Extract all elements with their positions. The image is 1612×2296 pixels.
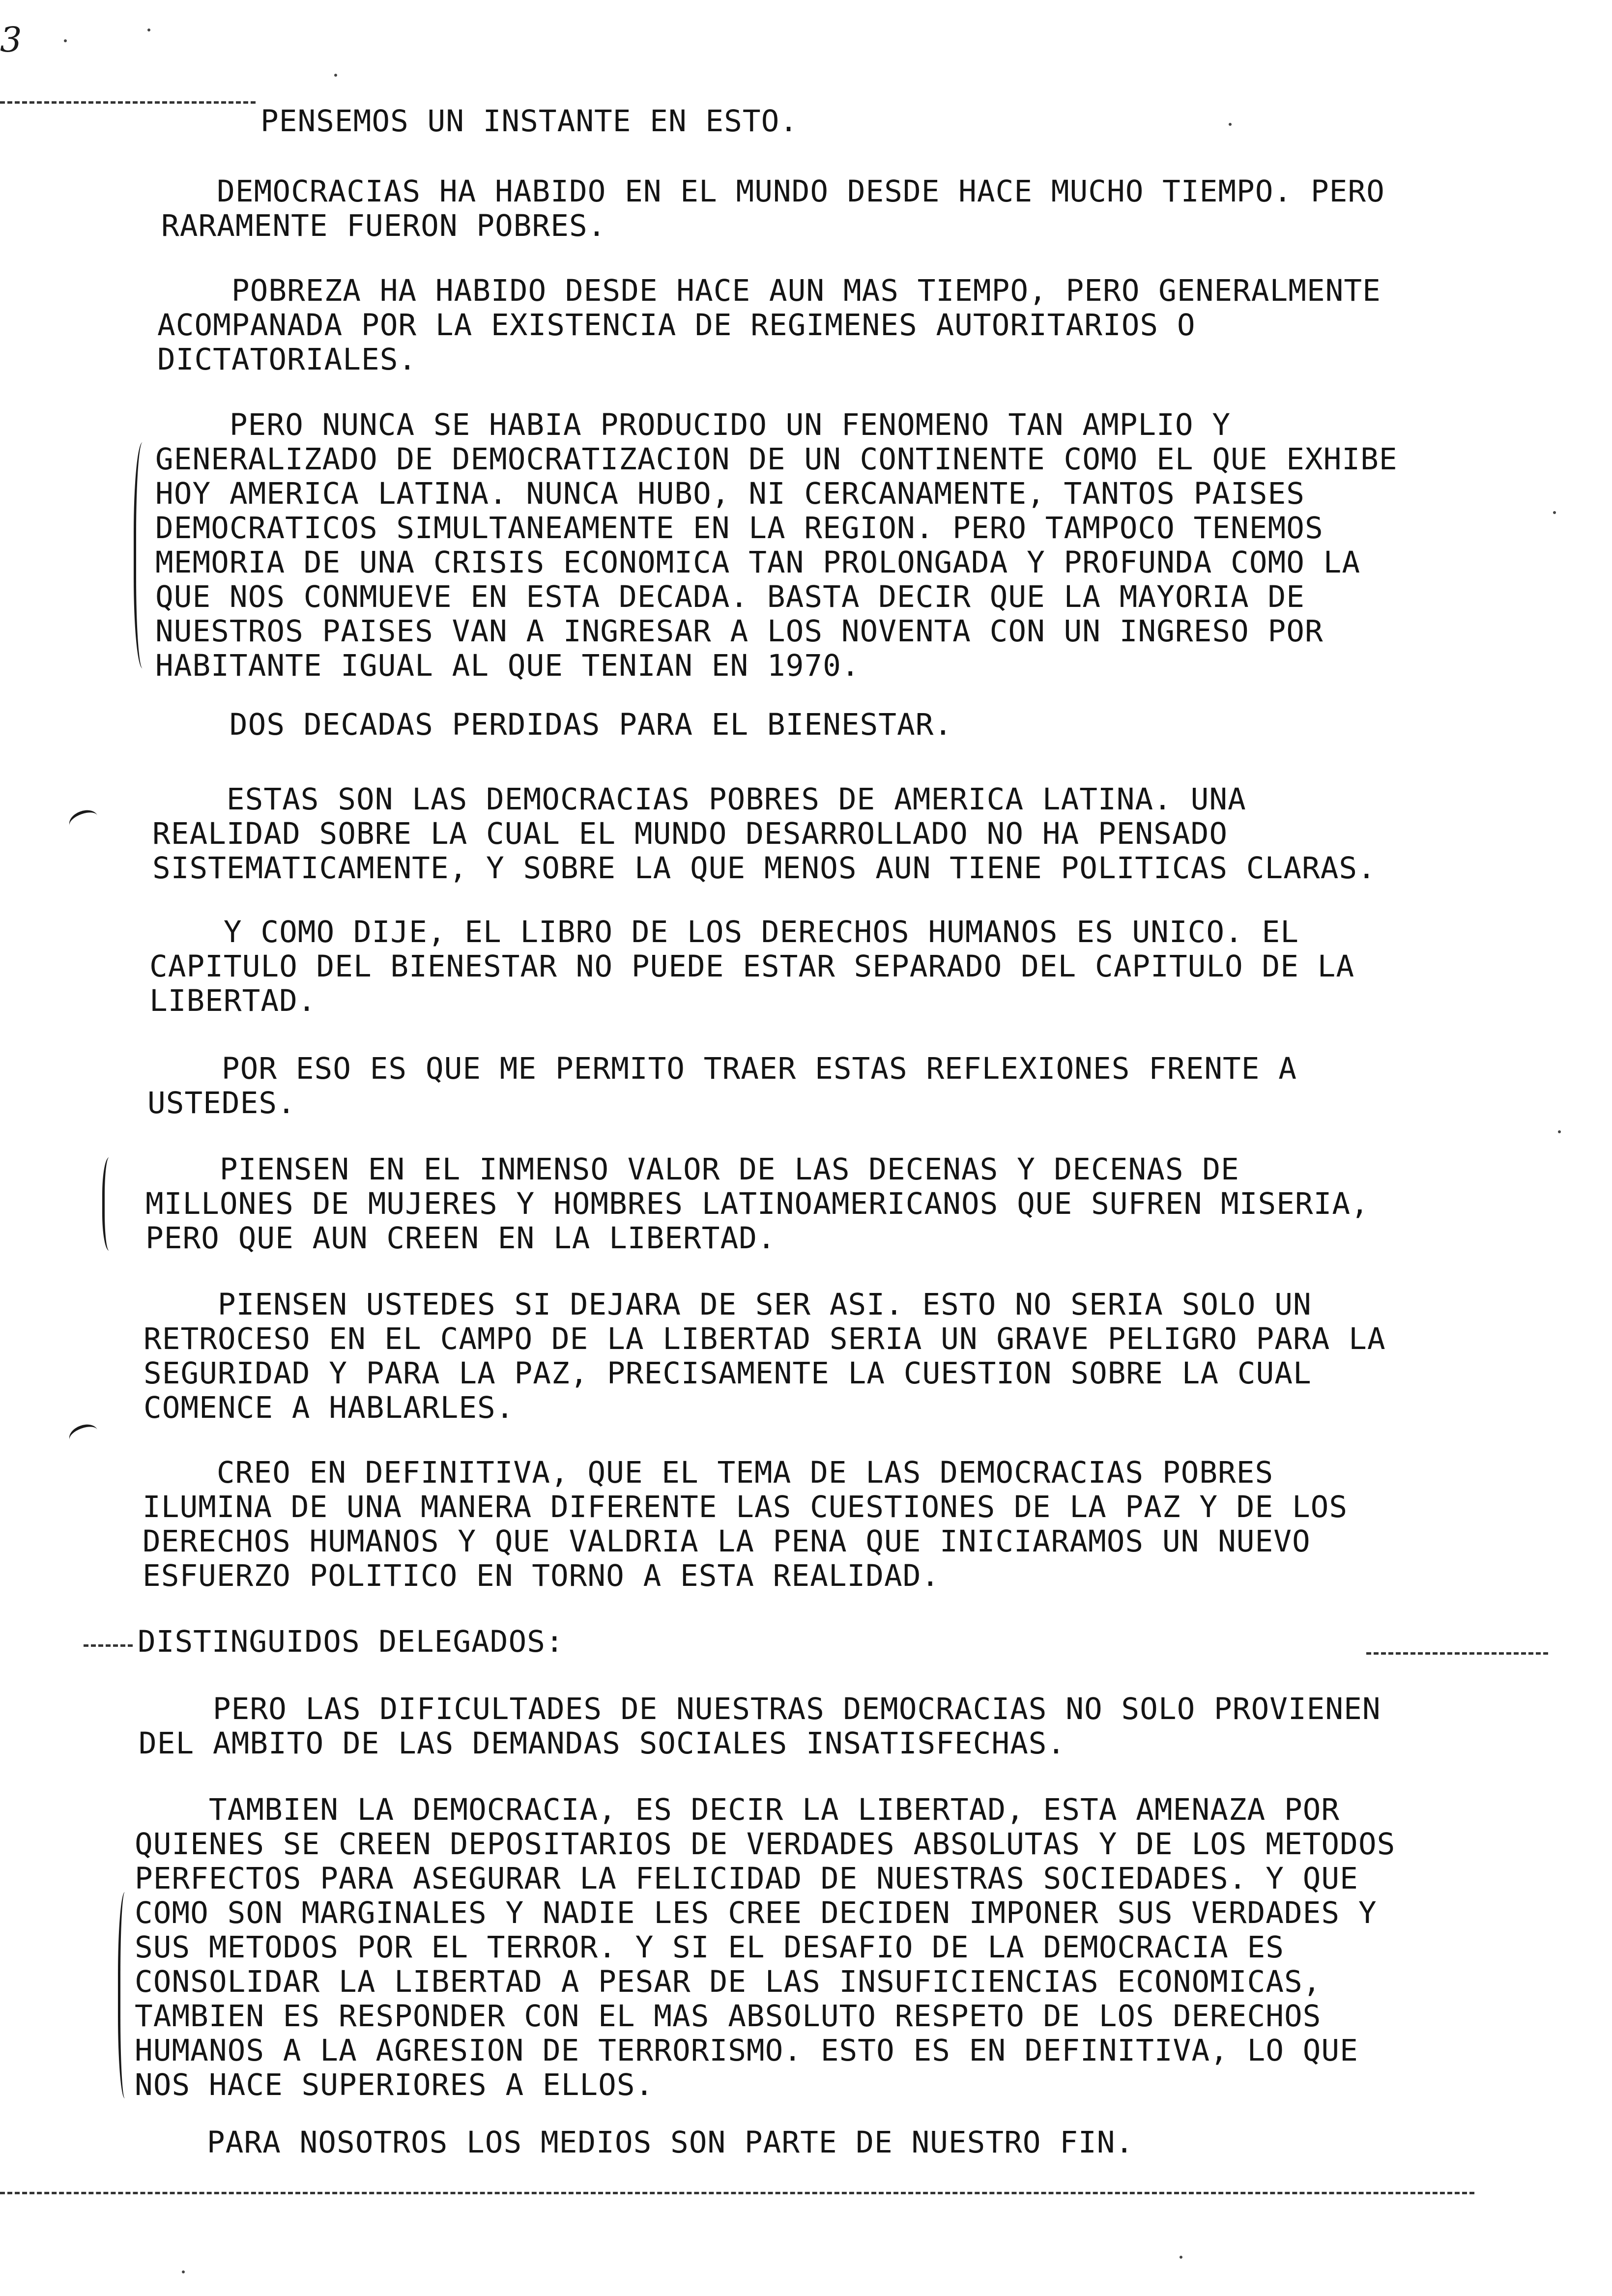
line: SEGURIDAD Y PARA LA PAZ, PRECISAMENTE LA CUESTION SOBRE LA CUAL	[144, 1356, 1312, 1391]
line: HOY AMERICA LATINA. NUNCA HUBO, NI CERCANAMENTE, TANTOS PAISES	[155, 476, 1305, 511]
line: NUESTROS PAISES VAN A INGRESAR A LOS NOVENTA CON UN INGRESO POR	[155, 614, 1324, 649]
line: PERFECTOS PARA ASEGURAR LA FELICIDAD DE NUESTRAS SOCIEDADES. Y QUE	[135, 1861, 1358, 1896]
line: PIENSEN USTEDES SI DEJARA DE SER ASI. ESTO NO SERIA SOLO UN	[144, 1287, 1312, 1322]
line: NOS HACE SUPERIORES A ELLOS.	[135, 2067, 654, 2102]
line: DEMOCRATICOS SIMULTANEAMENTE EN LA REGION. PERO TAMPOCO TENEMOS	[155, 511, 1324, 545]
paragraph-13	[139, 1692, 1381, 1761]
line: RETROCESO EN EL CAMPO DE LA LIBERTAD SERIA UN GRAVE PELIGRO PARA LA	[144, 1321, 1386, 1356]
paragraph-10	[144, 1288, 1386, 1425]
line: DERECHOS HUMANOS Y QUE VALDRIA LA PENA QUE INICIARAMOS UN NUEVO	[143, 1524, 1311, 1559]
scan-speck	[1553, 511, 1556, 514]
line: REALIDAD SOBRE LA CUAL EL MUNDO DESARROLLADO NO HA PENSADO	[152, 816, 1228, 851]
bottom-rule	[0, 2192, 1474, 2194]
scan-speck	[1558, 1130, 1561, 1133]
line: POR ESO ES QUE ME PERMITO TRAER ESTAS REFLEXIONES FRENTE A	[147, 1051, 1297, 1086]
paragraph-14	[135, 1793, 1395, 2102]
line: DISTINGUIDOS DELEGADOS:	[138, 1624, 564, 1659]
line: DEL AMBITO DE LAS DEMANDAS SOCIALES INSATISFECHAS.	[139, 1726, 1066, 1761]
top-rule	[0, 101, 256, 104]
line: PERO QUE AUN CREEN EN LA LIBERTAD.	[145, 1221, 776, 1256]
paragraph-4	[155, 408, 1398, 683]
line: PARA NOSOTROS LOS MEDIOS SON PARTE DE NUESTRO FIN.	[133, 2125, 1134, 2160]
paragraph-5	[155, 708, 952, 742]
paragraph-9	[145, 1152, 1369, 1256]
line: CAPITULO DEL BIENESTAR NO PUEDE ESTAR SEPARADO DEL CAPITULO DE LA	[149, 949, 1355, 984]
line: DOS DECADAS PERDIDAS PARA EL BIENESTAR.	[155, 707, 953, 742]
margin-bracket-mark	[134, 442, 156, 668]
scan-speck	[1180, 2256, 1182, 2259]
paragraph-3	[157, 274, 1381, 377]
scan-speck	[1229, 123, 1232, 126]
line: RARAMENTE FUERON POBRES.	[161, 208, 606, 243]
paragraph-7	[149, 915, 1354, 1018]
line: ILUMINA DE UNA MANERA DIFERENTE LAS CUESTIONES DE LA PAZ Y DE LOS	[143, 1490, 1348, 1524]
page-number: 3	[0, 20, 22, 60]
paragraph-1	[260, 104, 798, 139]
line: POBREZA HA HABIDO DESDE HACE AUN MAS TIEMPO, PERO GENERALMENTE	[157, 273, 1381, 308]
margin-bracket-mark	[118, 1892, 135, 2098]
line: TAMBIEN ES RESPONDER CON EL MAS ABSOLUTO RESPETO DE LOS DERECHOS	[135, 1999, 1322, 2034]
line: DEMOCRACIAS HA HABIDO EN EL MUNDO DESDE HACE MUCHO TIEMPO. PERO	[161, 174, 1385, 209]
margin-bracket-mark	[102, 1157, 119, 1251]
line: SISTEMATICAMENTE, Y SOBRE LA QUE MENOS AUN TIENE POLITICAS CLARAS.	[152, 851, 1376, 886]
scan-speck	[334, 74, 337, 77]
line: PENSEMOS UN INSTANTE EN ESTO.	[260, 104, 799, 139]
line: DICTATORIALES.	[157, 342, 417, 377]
line: COMO SON MARGINALES Y NADIE LES CREE DECIDEN IMPONER SUS VERDADES Y	[135, 1895, 1377, 1930]
line: MEMORIA DE UNA CRISIS ECONOMICA TAN PROLONGADA Y PROFUNDA COMO LA	[155, 545, 1361, 580]
line: PERO LAS DIFICULTADES DE NUESTRAS DEMOCRACIAS NO SOLO PROVIENEN	[139, 1692, 1381, 1726]
scan-speck	[64, 39, 67, 42]
line: HABITANTE IGUAL AL QUE TENIAN EN 1970.	[155, 648, 860, 683]
delegados-rule-right	[1366, 1652, 1548, 1655]
line: LIBERTAD.	[149, 983, 317, 1018]
paragraph-11	[143, 1456, 1348, 1593]
line: ACOMPANADA POR LA EXISTENCIA DE REGIMENES AUTORITARIOS O	[157, 308, 1196, 343]
scan-speck	[147, 29, 150, 31]
delegados-rule-left	[84, 1644, 133, 1647]
line: Y COMO DIJE, EL LIBRO DE LOS DERECHOS HUMANOS ES UNICO. EL	[149, 915, 1299, 949]
line: CREO EN DEFINITIVA, QUE EL TEMA DE LAS DEMOCRACIAS POBRES	[143, 1455, 1274, 1490]
line: TAMBIEN LA DEMOCRACIA, ES DECIR LA LIBERTAD, ESTA AMENAZA POR	[135, 1792, 1340, 1827]
line: ESFUERZO POLITICO EN TORNO A ESTA REALIDAD.	[143, 1558, 940, 1593]
line: PIENSEN EN EL INMENSO VALOR DE LAS DECENAS Y DECENAS DE	[145, 1152, 1239, 1187]
paragraph-2	[161, 174, 1385, 243]
paragraph-8	[147, 1052, 1297, 1120]
line: PERO NUNCA SE HABIA PRODUCIDO UN FENOMENO TAN AMPLIO Y	[155, 407, 1231, 442]
line: CONSOLIDAR LA LIBERTAD A PESAR DE LAS INSUFICIENCIAS ECONOMICAS,	[135, 1964, 1322, 1999]
paragraph-15	[133, 2125, 1134, 2160]
line: GENERALIZADO DE DEMOCRATIZACION DE UN CONTINENTE COMO EL QUE EXHIBE	[155, 442, 1398, 477]
line: SUS METODOS POR EL TERROR. Y SI EL DESAFIO DE LA DEMOCRACIA ES	[135, 1930, 1284, 1965]
paragraph-12	[138, 1625, 564, 1659]
line: ESTAS SON LAS DEMOCRACIAS POBRES DE AMERICA LATINA. UNA	[152, 782, 1246, 817]
line: USTEDES.	[147, 1086, 296, 1120]
margin-arc-mark	[66, 806, 101, 835]
margin-arc-mark	[66, 1421, 101, 1449]
line: HUMANOS A LA AGRESION DE TERRORISMO. ESTO ES EN DEFINITIVA, LO QUE	[135, 2033, 1358, 2068]
scan-speck	[182, 2270, 185, 2273]
line: QUE NOS CONMUEVE EN ESTA DECADA. BASTA DECIR QUE LA MAYORIA DE	[155, 579, 1305, 614]
line: COMENCE A HABLARLES.	[144, 1390, 515, 1425]
line: QUIENES SE CREEN DEPOSITARIOS DE VERDADES ABSOLUTAS Y DE LOS METODOS	[135, 1827, 1396, 1862]
line: MILLONES DE MUJERES Y HOMBRES LATINOAMERICANOS QUE SUFREN MISERIA,	[145, 1186, 1369, 1221]
paragraph-6	[152, 782, 1376, 886]
